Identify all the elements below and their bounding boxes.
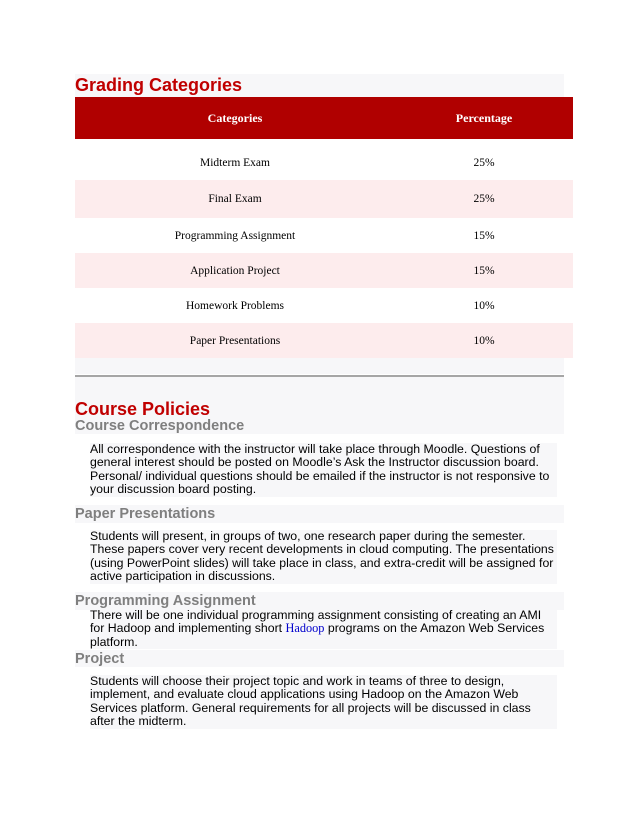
table-row bbox=[75, 180, 573, 218]
project-text: Students will choose their project topic and work in teams of three to design, implement, and evaluate cloud applications using Hadoop on the Amazon Web Services platform. General requirements for all projects will be discussed in class after the midterm. bbox=[90, 675, 557, 729]
header-categories: Categories bbox=[207, 110, 263, 125]
row-category: Programming Assignment bbox=[174, 229, 296, 242]
table-row bbox=[75, 218, 573, 253]
table-row bbox=[75, 323, 573, 358]
grading-table bbox=[75, 97, 573, 358]
row-percentage: 10% bbox=[473, 299, 495, 312]
correspondence-text: All correspondence with the instructor will take place through Moodle. Questions of general interest should be posted on Moodle’s Ask the Instructor discussion board. Personal/ individual questions should be emailed if the instructor is not responsive to your discussion board posting. bbox=[90, 443, 557, 497]
row-percentage: 15% bbox=[473, 229, 495, 242]
row-category: Application Project bbox=[190, 264, 280, 277]
hadoop-link[interactable]: Hadoop bbox=[285, 621, 325, 636]
table-row bbox=[75, 145, 573, 180]
row-percentage: 25% bbox=[473, 156, 495, 169]
header-percentage: Percentage bbox=[455, 110, 513, 125]
row-percentage: 25% bbox=[473, 193, 495, 205]
row-category: Paper Presentations bbox=[189, 334, 281, 347]
paper-presentations-text: Students will present, in groups of two, one research paper during the semester. These papers cover very recent developments in cloud computing. The presentations (using PowerPoint slides) will take place in class, and extra-credit will be assigned for active participation in discussions. bbox=[90, 530, 557, 584]
grading-table-header bbox=[75, 97, 573, 139]
programming-assignment-heading: Programming Assignment bbox=[75, 593, 256, 609]
table-row bbox=[75, 288, 573, 323]
row-percentage: 15% bbox=[473, 264, 495, 277]
correspondence-heading: Course Correspondence bbox=[75, 418, 245, 434]
project-heading-band bbox=[75, 650, 564, 667]
project-heading: Project bbox=[75, 651, 125, 667]
section-divider bbox=[75, 375, 564, 377]
programming-assignment-text bbox=[90, 609, 557, 649]
paper-presentations-heading: Paper Presentations bbox=[75, 506, 216, 522]
programming-text-end: programs on the Amazon Web Services platform. bbox=[90, 621, 545, 649]
grading-title: Grading Categories bbox=[75, 75, 243, 95]
row-category: Midterm Exam bbox=[200, 156, 270, 169]
row-percentage: 10% bbox=[473, 334, 495, 347]
table-row bbox=[75, 253, 573, 288]
programming-text-start: There will be one individual programming assignment consisting of creating an AMI for Hadoop and implementing short bbox=[90, 608, 542, 636]
row-category: Homework Problems bbox=[185, 299, 285, 312]
policies-title: Course Policies bbox=[75, 399, 211, 419]
row-category: Final Exam bbox=[208, 193, 262, 205]
